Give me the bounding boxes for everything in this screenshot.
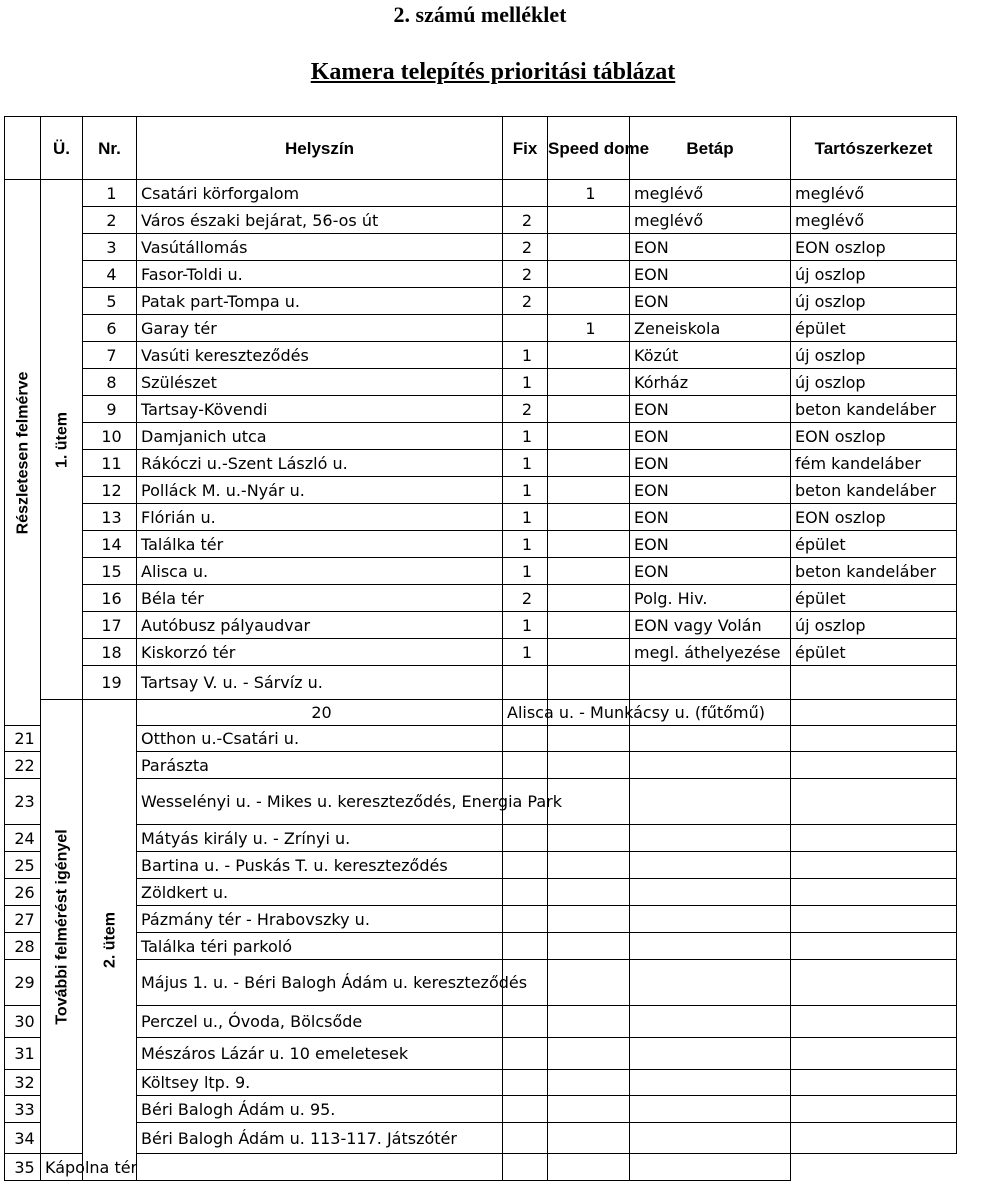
- row-speed-dome: [548, 207, 630, 234]
- row-support: [791, 825, 957, 852]
- row-stage: meglévő: [630, 207, 791, 234]
- phase1-label: 1. ütem: [53, 411, 70, 468]
- row-speed-dome: [548, 666, 630, 700]
- row-stage: [548, 1154, 630, 1181]
- table-row: [5, 852, 957, 879]
- table-row: [5, 612, 957, 639]
- row-speed-dome: [548, 234, 630, 261]
- row-speed-dome: [548, 1006, 630, 1038]
- row-stage: EON: [630, 531, 791, 558]
- row-speed-dome: [548, 450, 630, 477]
- table-row: [5, 666, 957, 700]
- row-number: 2: [83, 207, 137, 234]
- row-speed-dome: [548, 960, 630, 1006]
- phase2-cell: [83, 700, 137, 1181]
- row-number: 25: [5, 852, 41, 879]
- row-number: 3: [83, 234, 137, 261]
- row-stage: megl. áthelyezése: [630, 639, 791, 666]
- row-number: 30: [5, 1006, 41, 1038]
- row-fix: 1: [503, 423, 548, 450]
- row-number: 29: [5, 960, 41, 1006]
- row-stage: [630, 852, 791, 879]
- row-support: [791, 1038, 957, 1070]
- row-location: Patak part-Tompa u.: [137, 288, 503, 315]
- row-stage: Kórház: [630, 369, 791, 396]
- row-number: 5: [83, 288, 137, 315]
- table-row: [5, 261, 957, 288]
- row-stage: [630, 1006, 791, 1038]
- row-support: [791, 752, 957, 779]
- row-number: 10: [83, 423, 137, 450]
- row-speed-dome: [548, 933, 630, 960]
- row-location: Wesselényi u. - Mikes u. kereszteződés, Energia Park: [137, 779, 503, 825]
- row-fix: [503, 666, 548, 700]
- row-fix: [503, 726, 548, 752]
- row-speed-dome: [548, 261, 630, 288]
- table-row: [5, 906, 957, 933]
- header-support: Tartószerkezet: [791, 117, 957, 180]
- table-row: [5, 700, 957, 726]
- row-speed-dome: [548, 639, 630, 666]
- row-support: új oszlop: [791, 288, 957, 315]
- table-row: [5, 504, 957, 531]
- table-row: [5, 639, 957, 666]
- row-speed-dome: [548, 852, 630, 879]
- table-row: [5, 531, 957, 558]
- row-stage: [630, 666, 791, 700]
- row-support: [791, 779, 957, 825]
- row-stage: Polg. Hiv.: [630, 585, 791, 612]
- row-number: 35: [5, 1154, 41, 1181]
- row-location: Mátyás király u. - Zrínyi u.: [137, 825, 503, 852]
- row-fix: [503, 180, 548, 207]
- row-support: beton kandeláber: [791, 477, 957, 504]
- row-support: [791, 1006, 957, 1038]
- row-speed-dome: [548, 342, 630, 369]
- row-stage: EON: [630, 234, 791, 261]
- row-stage: [630, 779, 791, 825]
- table-row: [5, 1038, 957, 1070]
- row-fix: 1: [503, 369, 548, 396]
- row-stage: [630, 1038, 791, 1070]
- row-stage: Közút: [630, 342, 791, 369]
- row-number: 8: [83, 369, 137, 396]
- row-speed-dome: [548, 752, 630, 779]
- row-support: [791, 666, 957, 700]
- row-stage: [791, 700, 957, 726]
- header-stage: Betáp: [630, 117, 791, 180]
- row-location: Május 1. u. - Béri Balogh Ádám u. kereszteződés: [137, 960, 503, 1006]
- row-fix: [503, 906, 548, 933]
- row-support: beton kandeláber: [791, 396, 957, 423]
- row-speed-dome: [548, 585, 630, 612]
- table-row: [5, 1006, 957, 1038]
- row-support: [791, 879, 957, 906]
- row-support: [791, 906, 957, 933]
- row-stage: [630, 825, 791, 852]
- row-location: Kápolna tér: [41, 1154, 83, 1181]
- row-support: új oszlop: [791, 342, 957, 369]
- row-location: Csatári körforgalom: [137, 180, 503, 207]
- table-row: [5, 342, 957, 369]
- row-location: Költsey ltp. 9.: [137, 1070, 503, 1096]
- row-support: épület: [791, 315, 957, 342]
- row-support: új oszlop: [791, 612, 957, 639]
- row-fix: 2: [503, 234, 548, 261]
- table-row: [5, 288, 957, 315]
- group-further-label: További felmérést igényel: [53, 828, 70, 1025]
- row-stage: Zeneiskola: [630, 315, 791, 342]
- header-speed-dome: Speed dome: [548, 117, 630, 180]
- row-number: 4: [83, 261, 137, 288]
- row-support: [791, 933, 957, 960]
- row-stage: meglévő: [630, 180, 791, 207]
- row-stage: EON: [630, 558, 791, 585]
- table-row: [5, 180, 957, 207]
- phase2-label: 2. ütem: [101, 911, 118, 969]
- row-location: Város északi bejárat, 56-os út: [137, 207, 503, 234]
- row-number: 14: [83, 531, 137, 558]
- row-location: Zöldkert u.: [137, 879, 503, 906]
- row-stage: EON: [630, 396, 791, 423]
- row-number: 12: [83, 477, 137, 504]
- row-location: Találka téri parkoló: [137, 933, 503, 960]
- row-location: Alisca u. - Munkácsy u. (fűtőmű): [503, 700, 548, 726]
- table-row: [5, 933, 957, 960]
- row-location: Perczel u., Óvoda, Bölcsőde: [137, 1006, 503, 1038]
- row-speed-dome: [503, 1154, 548, 1181]
- row-location: Flórián u.: [137, 504, 503, 531]
- row-fix: [503, 1038, 548, 1070]
- table-row: [5, 1096, 957, 1123]
- row-stage: [630, 752, 791, 779]
- table-row: [5, 396, 957, 423]
- row-speed-dome: [548, 1070, 630, 1096]
- table-row: [5, 726, 957, 752]
- row-stage: EON: [630, 423, 791, 450]
- row-location: Tartsay V. u. - Sárvíz u.: [137, 666, 503, 700]
- row-fix: [503, 1096, 548, 1123]
- row-fix: [503, 315, 548, 342]
- row-support: új oszlop: [791, 261, 957, 288]
- header-u: Ü.: [41, 117, 83, 180]
- row-location: Autóbusz pályaudvar: [137, 612, 503, 639]
- row-location: Találka tér: [137, 531, 503, 558]
- row-fix: [137, 1154, 503, 1181]
- row-support: meglévő: [791, 180, 957, 207]
- table-row: [5, 779, 957, 825]
- row-support: EON oszlop: [791, 423, 957, 450]
- table-row: [5, 879, 957, 906]
- row-speed-dome: [548, 879, 630, 906]
- row-location: Szülészet: [137, 369, 503, 396]
- row-fix: 2: [503, 396, 548, 423]
- row-stage: EON: [630, 288, 791, 315]
- row-number: 22: [5, 752, 41, 779]
- row-fix: 1: [503, 504, 548, 531]
- row-stage: [630, 726, 791, 752]
- row-fix: [503, 1070, 548, 1096]
- row-number: 1: [83, 180, 137, 207]
- row-fix: [503, 879, 548, 906]
- row-support: fém kandeláber: [791, 450, 957, 477]
- row-fix: 2: [503, 261, 548, 288]
- row-number: 19: [83, 666, 137, 700]
- row-location: Pázmány tér - Hrabovszky u.: [137, 906, 503, 933]
- row-fix: 2: [503, 288, 548, 315]
- row-fix: [503, 825, 548, 852]
- row-fix: 1: [503, 639, 548, 666]
- row-stage: [630, 960, 791, 1006]
- row-stage: EON: [630, 504, 791, 531]
- table-row: [5, 960, 957, 1006]
- row-stage: [630, 1070, 791, 1096]
- row-speed-dome: [548, 1123, 630, 1154]
- row-support: épület: [791, 585, 957, 612]
- row-number: 23: [5, 779, 41, 825]
- row-speed-dome: [548, 504, 630, 531]
- row-fix: 1: [503, 477, 548, 504]
- row-support: [791, 1123, 957, 1154]
- row-support: [791, 852, 957, 879]
- row-number: 20: [137, 700, 503, 726]
- row-fix: 1: [503, 450, 548, 477]
- row-fix: 1: [503, 342, 548, 369]
- table-row: [5, 752, 957, 779]
- row-location: Bartina u. - Puskás T. u. kereszteződés: [137, 852, 503, 879]
- row-location: Rákóczi u.-Szent László u.: [137, 450, 503, 477]
- row-speed-dome: [548, 477, 630, 504]
- priority-table: [4, 116, 957, 1181]
- row-support: EON oszlop: [791, 234, 957, 261]
- row-stage: [630, 933, 791, 960]
- row-number: 15: [83, 558, 137, 585]
- row-speed-dome: [548, 1096, 630, 1123]
- table-row: [5, 1154, 957, 1181]
- row-stage: EON: [630, 450, 791, 477]
- row-support: [630, 1154, 791, 1181]
- row-number: 11: [83, 450, 137, 477]
- table-row: [5, 369, 957, 396]
- row-location: Béri Balogh Ádám u. 95.: [137, 1096, 503, 1123]
- row-number: 13: [83, 504, 137, 531]
- row-number: 24: [5, 825, 41, 852]
- header-nr: Nr.: [83, 117, 137, 180]
- row-stage: EON vagy Volán: [630, 612, 791, 639]
- row-speed-dome: [548, 726, 630, 752]
- row-support: [791, 1070, 957, 1096]
- row-support: meglévő: [791, 207, 957, 234]
- table-row: [5, 585, 957, 612]
- row-stage: [630, 906, 791, 933]
- table-row: [5, 207, 957, 234]
- group-further-cell: [41, 700, 83, 1154]
- table-row: [5, 315, 957, 342]
- row-support: [791, 726, 957, 752]
- row-location: Damjanich utca: [137, 423, 503, 450]
- row-speed-dome: 1: [548, 315, 630, 342]
- row-number: 27: [5, 906, 41, 933]
- row-fix: [503, 852, 548, 879]
- header-fix: Fix: [503, 117, 548, 180]
- row-number: 33: [5, 1096, 41, 1123]
- row-location: Béri Balogh Ádám u. 113-117. Játszótér: [137, 1123, 503, 1154]
- header-row: [5, 117, 957, 180]
- row-support: épület: [791, 531, 957, 558]
- header-location: Helyszín: [137, 117, 503, 180]
- row-number: 28: [5, 933, 41, 960]
- row-location: Otthon u.-Csatári u.: [137, 726, 503, 752]
- row-location: Béla tér: [137, 585, 503, 612]
- row-speed-dome: [548, 825, 630, 852]
- row-support: épület: [791, 639, 957, 666]
- row-number: 17: [83, 612, 137, 639]
- table-row: [5, 423, 957, 450]
- annex-label: 2. számú melléklet: [393, 2, 567, 27]
- row-number: 34: [5, 1123, 41, 1154]
- row-stage: EON: [630, 477, 791, 504]
- row-location: Vasúti kereszteződés: [137, 342, 503, 369]
- row-number: 32: [5, 1070, 41, 1096]
- group-detailed-label: Részletesen felmérve: [14, 371, 31, 534]
- table-row: [5, 477, 957, 504]
- row-number: 6: [83, 315, 137, 342]
- row-number: 18: [83, 639, 137, 666]
- row-stage: EON: [630, 261, 791, 288]
- row-speed-dome: [548, 906, 630, 933]
- row-number: 16: [83, 585, 137, 612]
- row-location: Fasor-Toldi u.: [137, 261, 503, 288]
- row-speed-dome: [548, 288, 630, 315]
- table-row: [5, 234, 957, 261]
- row-support: beton kandeláber: [791, 558, 957, 585]
- row-location: Parászta: [137, 752, 503, 779]
- row-location: Tartsay-Kövendi: [137, 396, 503, 423]
- row-fix: [503, 1006, 548, 1038]
- row-support: EON oszlop: [791, 504, 957, 531]
- table-row: [5, 450, 957, 477]
- table-row: [5, 1123, 957, 1154]
- row-number: 9: [83, 396, 137, 423]
- row-location: Polláck M. u.-Nyár u.: [137, 477, 503, 504]
- row-location: Alisca u.: [137, 558, 503, 585]
- row-support: [791, 960, 957, 1006]
- row-number: 21: [5, 726, 41, 752]
- row-stage: [630, 879, 791, 906]
- row-fix: 2: [503, 207, 548, 234]
- page-title: Kamera telepítés prioritási táblázat: [310, 59, 676, 85]
- row-location: Mészáros Lázár u. 10 emeletesek: [137, 1038, 503, 1070]
- row-fix: 1: [503, 531, 548, 558]
- row-location: Kiskorzó tér: [137, 639, 503, 666]
- row-stage: [630, 1123, 791, 1154]
- table-row: [5, 558, 957, 585]
- row-number: 31: [5, 1038, 41, 1070]
- row-speed-dome: [548, 612, 630, 639]
- row-fix: 2: [503, 585, 548, 612]
- row-number: 26: [5, 879, 41, 906]
- row-location: Vasútállomás: [137, 234, 503, 261]
- table-row: [5, 1070, 957, 1096]
- row-speed-dome: [548, 531, 630, 558]
- phase1-cell: [41, 180, 83, 700]
- row-fix: [503, 1123, 548, 1154]
- row-speed-dome: [548, 369, 630, 396]
- row-number: 7: [83, 342, 137, 369]
- row-stage: [630, 1096, 791, 1123]
- row-speed-dome: [548, 558, 630, 585]
- row-speed-dome: 1: [548, 180, 630, 207]
- row-fix: [503, 933, 548, 960]
- row-support: új oszlop: [791, 369, 957, 396]
- group-detailed-cell: [5, 180, 41, 726]
- row-fix: 1: [503, 558, 548, 585]
- table-row: [5, 825, 957, 852]
- row-speed-dome: [548, 1038, 630, 1070]
- row-fix: [503, 752, 548, 779]
- row-location: Garay tér: [137, 315, 503, 342]
- row-support: [791, 1096, 957, 1123]
- row-speed-dome: [548, 396, 630, 423]
- row-speed-dome: [548, 423, 630, 450]
- row-fix: 1: [503, 612, 548, 639]
